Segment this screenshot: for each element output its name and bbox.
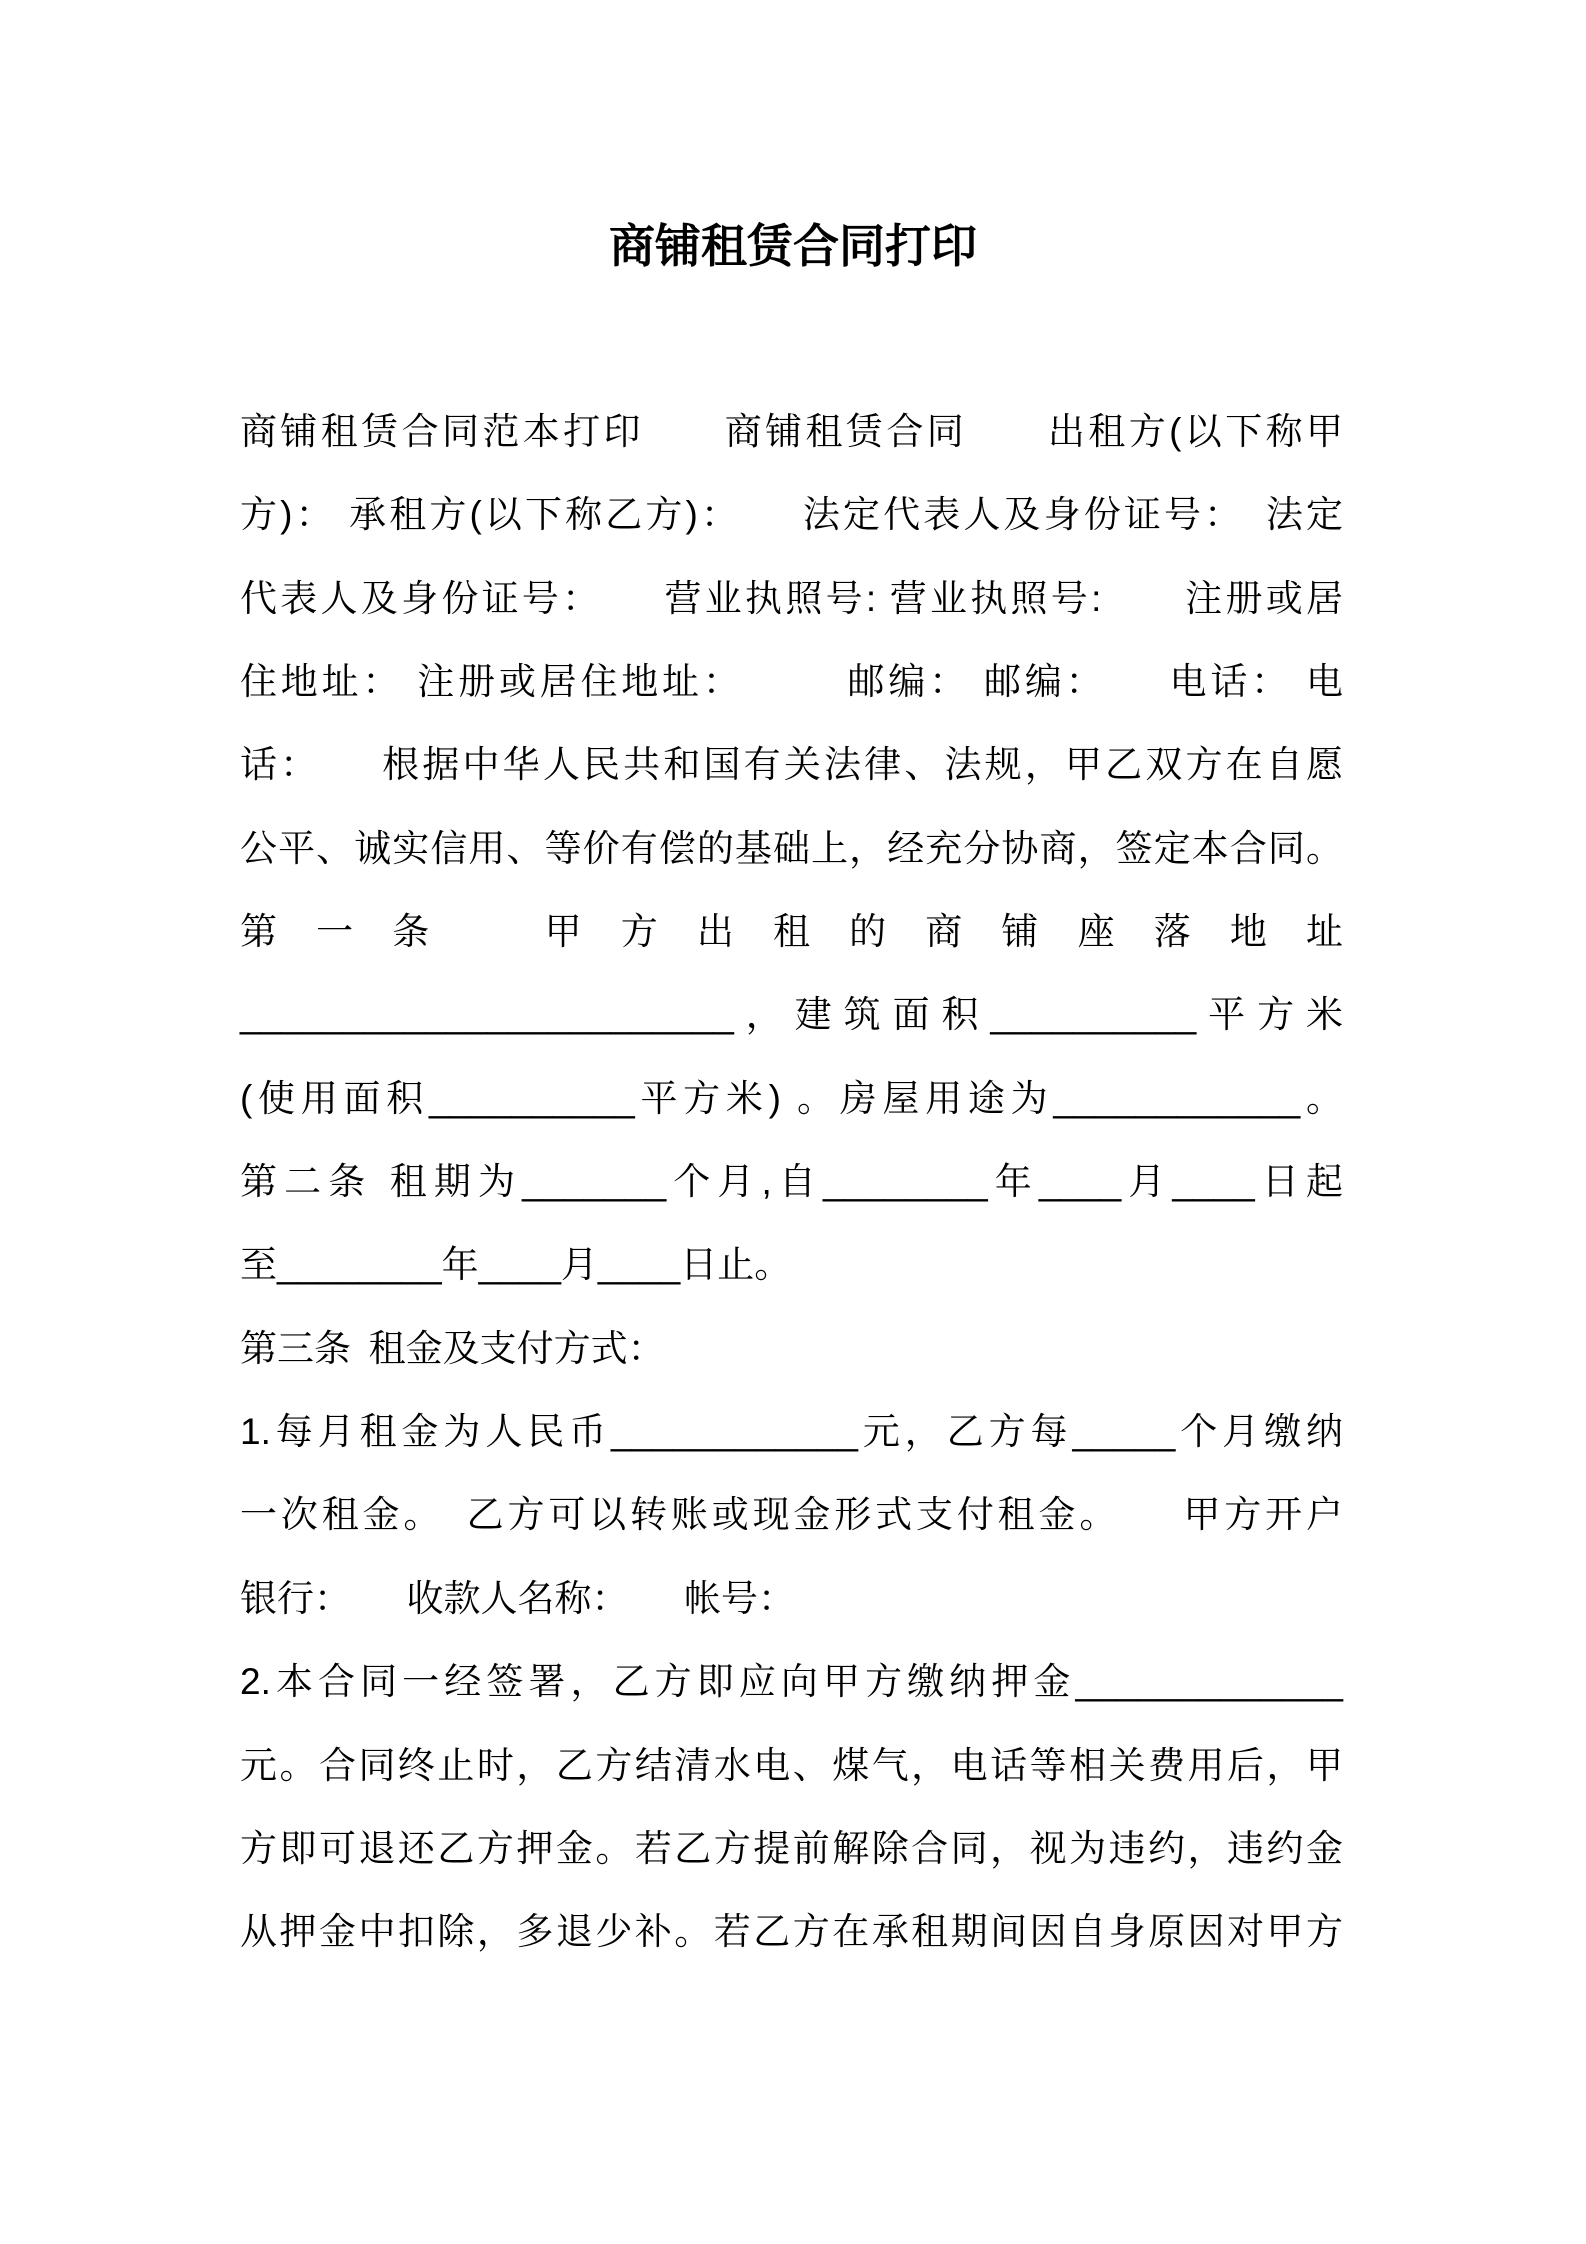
text-line: 元。合同终止时，乙方结清水电、煤气，电话等相关费用后，甲 xyxy=(240,1744,1343,1786)
text-line: 代表人及身份证号： 营业执照号: 营业执照号: 注册或居 xyxy=(240,577,1343,619)
article-2-paragraph xyxy=(240,1140,1343,1307)
text-line: 银行： 收款人名称： 帐号： xyxy=(240,1577,795,1619)
text-line: 第一条 甲方出租的商铺座落地址 xyxy=(240,911,1343,953)
contract-body xyxy=(240,390,1343,1974)
text-line: 从押金中扣除，多退少补。若乙方在承租期间因自身原因对甲方 xyxy=(240,1911,1343,1953)
text-line: (使用面积__________平方米) 。房屋用途为____________。 xyxy=(240,1077,1343,1119)
document-title: 商铺租赁合同打印 xyxy=(609,220,977,272)
text-line: 住地址： 注册或居住地址： 邮编： 邮编： 电话： 电 xyxy=(240,661,1343,703)
article-3-clause-2 xyxy=(240,1640,1343,1973)
article-3-clause-1 xyxy=(240,1390,1343,1640)
text-line: 商铺租赁合同范本打印 商铺租赁合同 出租方(以下称甲 xyxy=(240,411,1343,452)
text-line: 话： 根据中华人民共和国有关法律、法规，甲乙双方在自愿 xyxy=(240,744,1343,786)
text-line: 1.每月租金为人民币____________元，乙方每_____个月缴纳 xyxy=(240,1411,1343,1453)
text-line: 至________年____月____日止。 xyxy=(240,1244,792,1286)
article-1-paragraph xyxy=(240,890,1343,1140)
text-line: 一次租金。 乙方可以转账或现金形式支付租金。 甲方开户 xyxy=(240,1494,1343,1536)
text-line: 2.本合同一经签署，乙方即应向甲方缴纳押金_____________ xyxy=(240,1661,1343,1703)
section-heading: 第三条 租金及支付方式： xyxy=(240,1327,665,1369)
text-line: 方)： 承租方(以下称乙方)： 法定代表人及身份证号： 法定 xyxy=(240,494,1343,536)
text-line: 方即可退还乙方押金。若乙方提前解除合同，视为违约，违约金 xyxy=(240,1827,1343,1869)
text-line: ________________________，建筑面积__________平方米 xyxy=(240,994,1343,1036)
text-line: 第二条 租期为_______个月,自________年____月____日起 xyxy=(240,1161,1343,1203)
article-3-heading xyxy=(240,1307,1343,1390)
text-line: 公平、诚实信用、等价有偿的基础上，经充分协商，签定本合同。 xyxy=(240,827,1343,869)
preamble-paragraph xyxy=(240,390,1343,890)
